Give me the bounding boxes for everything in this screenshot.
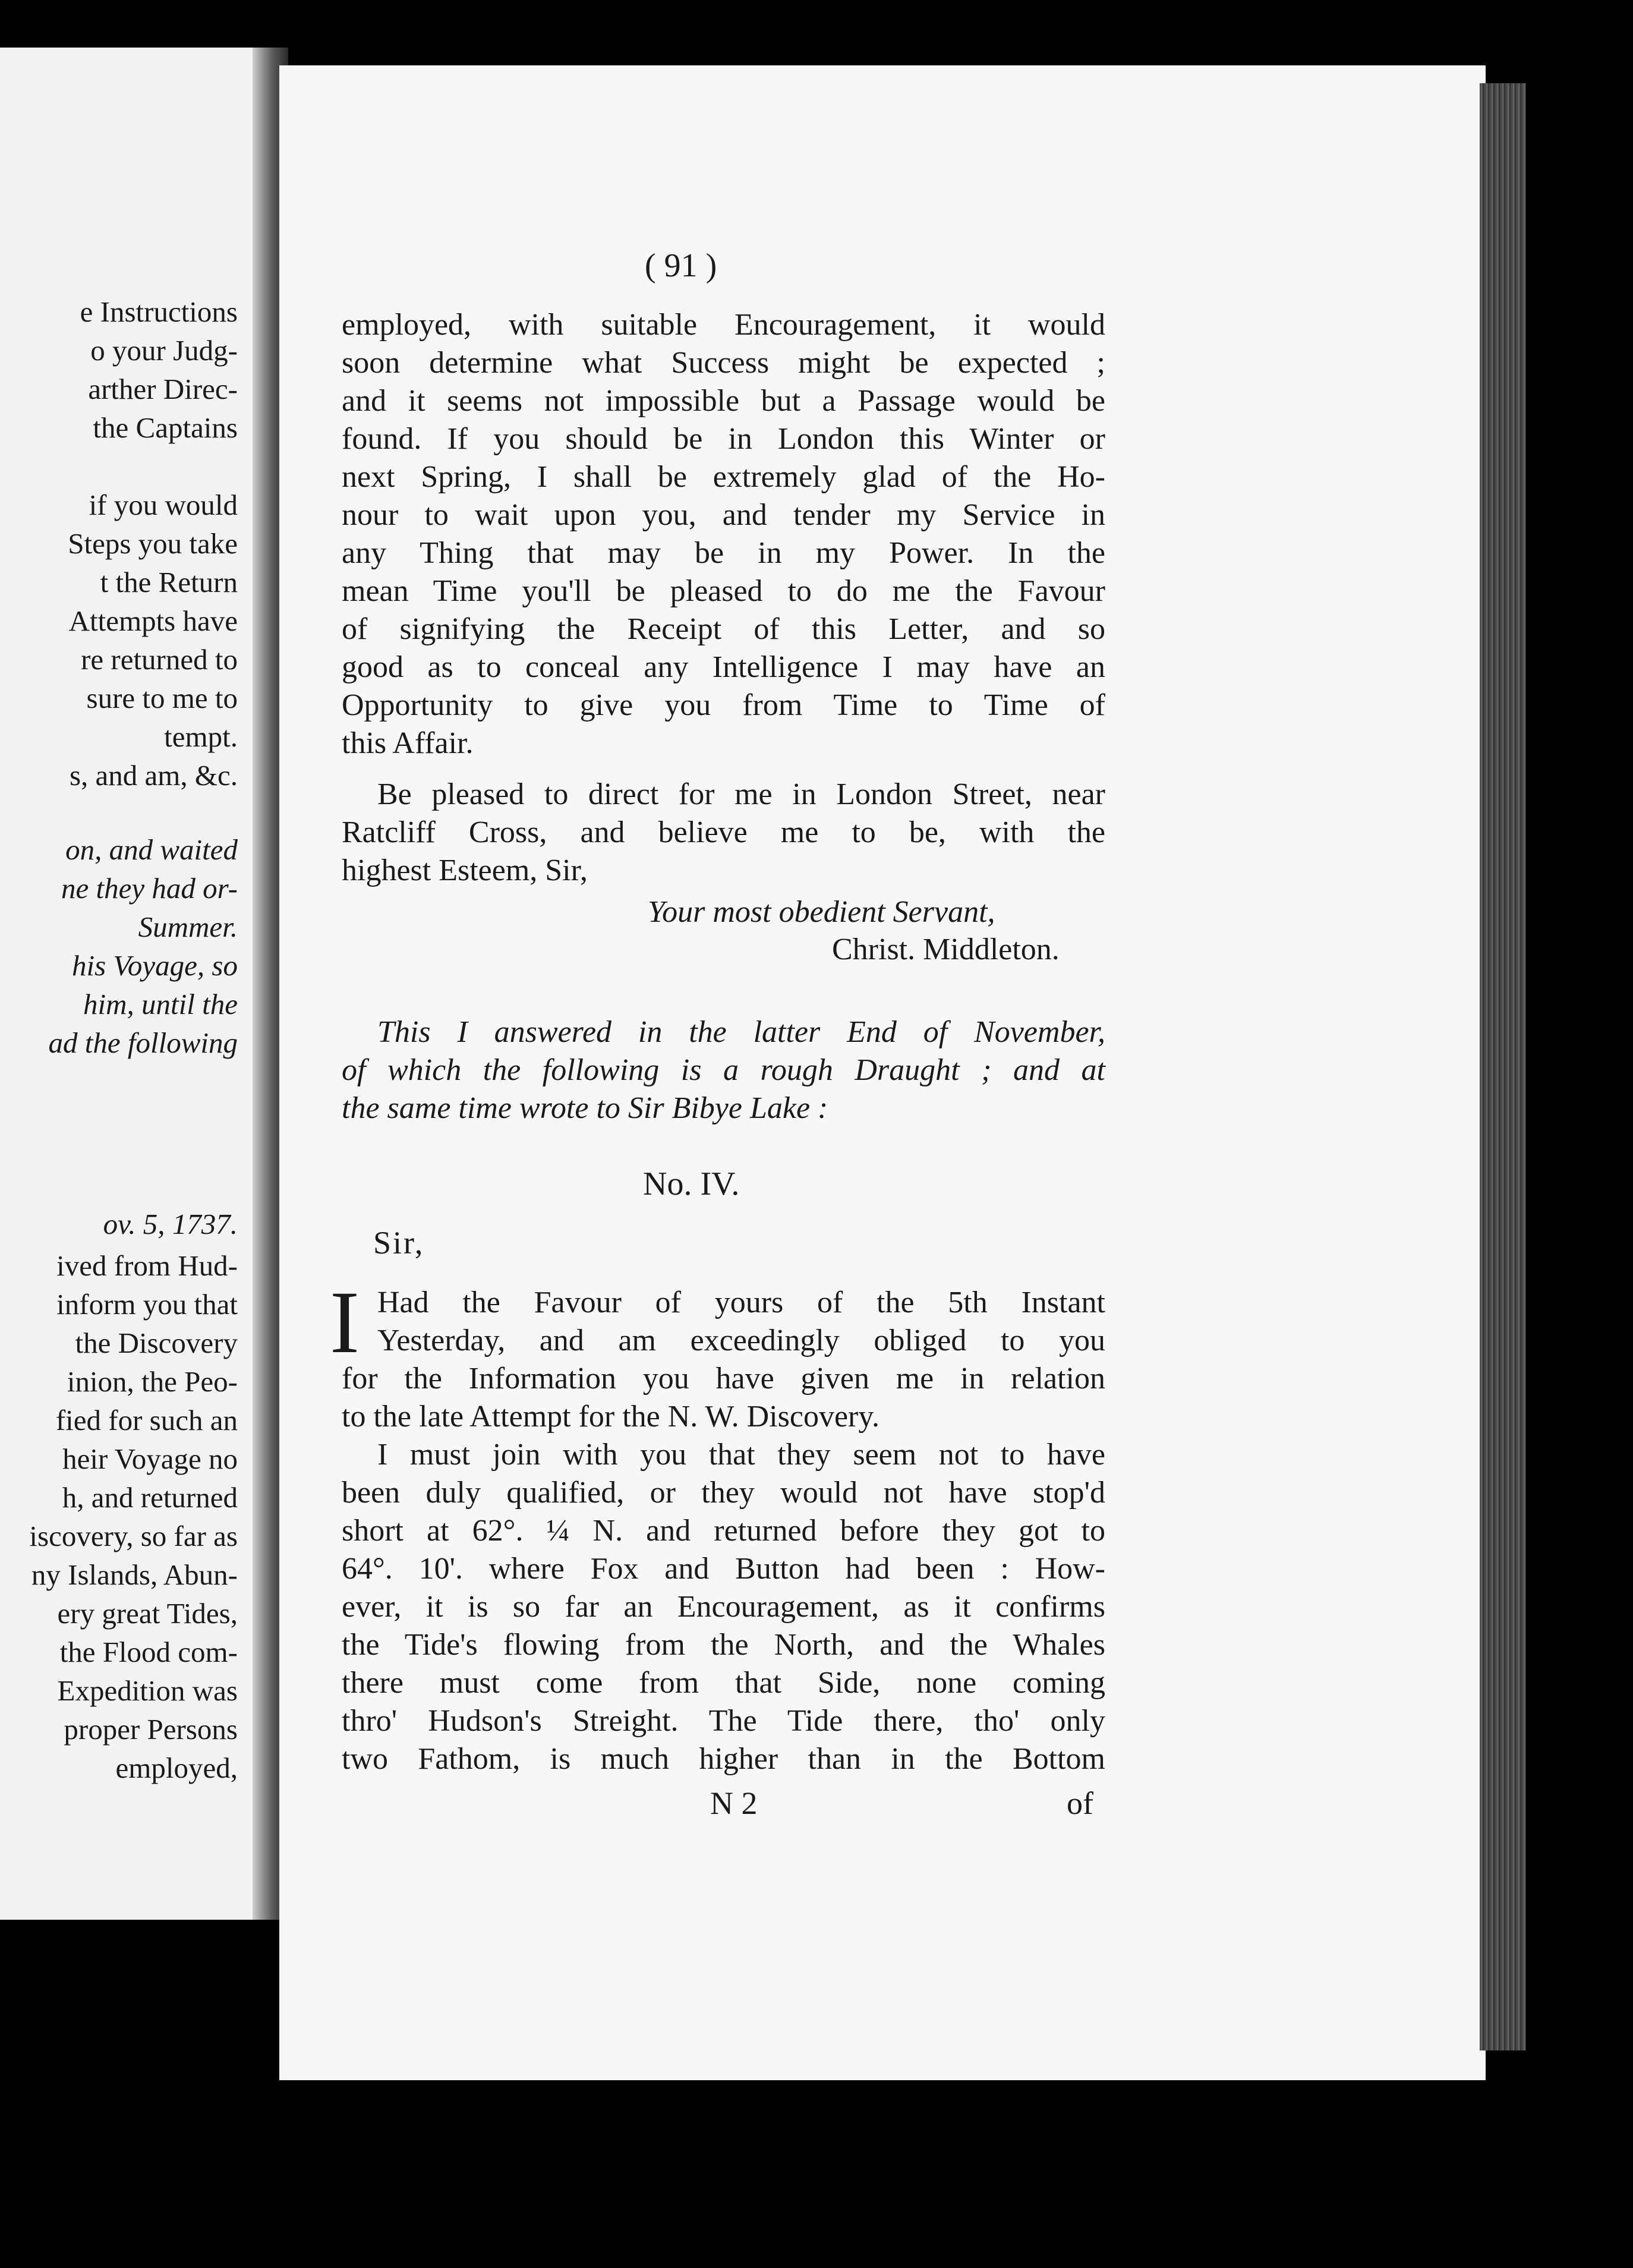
left-page-line: s, and am, &c. [69, 759, 238, 792]
letter-body-line: nour to wait upon you, and tender my Service in [342, 498, 1105, 532]
letter-body-line: good as to conceal any Intelligence I may have an [342, 650, 1105, 684]
left-page-line: Summer. [138, 911, 238, 943]
left-page-line: sure to me to [86, 682, 238, 714]
reply-body-line: thro' Hudson's Streight. The Tide there, tho' only [342, 1704, 1105, 1738]
letter-direction-line: highest Esteem, Sir, [342, 853, 588, 887]
letter-closing: Your most obedient Servant, [648, 895, 995, 929]
editorial-note-line: the same time wrote to Sir Bibye Lake : [342, 1091, 828, 1125]
left-page-line: if you would [89, 489, 238, 521]
left-page-line: re returned to [81, 643, 238, 676]
left-page-line: arther Direc- [88, 373, 238, 405]
editorial-note-line: This I answered in the latter End of November, [377, 1015, 1105, 1049]
letter-body-line: Opportunity to give you from Time to Time of [342, 688, 1105, 722]
letter-body-line: employed, with suitable Encouragement, it would [342, 308, 1105, 342]
letter-number-heading: No. IV. [643, 1166, 740, 1202]
left-page-line: ad the following [48, 1026, 238, 1059]
left-page-line: the Captains [93, 411, 238, 444]
left-page-line: him, until the [83, 988, 238, 1020]
reply-body-line: I must join with you that they seem not to have [377, 1438, 1105, 1472]
letter-body-line: any Thing that may be in my Power. In the [342, 536, 1105, 570]
reply-body-line: short at 62°. ¼ N. and returned before they got to [342, 1514, 1105, 1548]
letter-signature: Christ. Middleton. [832, 933, 1060, 966]
left-page-line: tempt. [164, 720, 238, 753]
left-page-line: employed, [115, 1752, 238, 1784]
left-page-line: Steps you take [68, 527, 238, 560]
left-page-line: t the Return [100, 566, 238, 598]
reply-body-line: for the Information you have given me in relation [342, 1362, 1105, 1396]
left-page-line: his Voyage, so [72, 949, 238, 982]
letter-body-line: soon determine what Success might be expected ; [342, 346, 1105, 380]
left-page-line: o your Judg- [90, 334, 238, 367]
left-page-line: on, and waited [65, 833, 238, 866]
left-page-line: ne they had or- [61, 872, 238, 905]
left-page-line: ny Islands, Abun- [31, 1558, 238, 1591]
drop-capital: I [330, 1273, 360, 1372]
letter-body-line: found. If you should be in London this Winter or [342, 422, 1105, 456]
letter-body-line: of signifying the Receipt of this Letter, and so [342, 612, 1105, 646]
left-page-line: inion, the Peo- [67, 1365, 238, 1398]
reply-body-line: 64°. 10'. where Fox and Button had been : How- [342, 1552, 1105, 1586]
page-number: ( 91 ) [645, 247, 717, 284]
letter-body-line: this Affair. [342, 726, 474, 760]
page-edge [1480, 83, 1526, 2050]
reply-body-line: two Fathom, is much higher than in the Bottom [342, 1742, 1105, 1776]
left-page-line: Expedition was [57, 1674, 238, 1707]
editorial-note-line: of which the following is a rough Draught ; and at [342, 1053, 1105, 1087]
left-page-line: ery great Tides, [57, 1597, 238, 1630]
left-page-line: heir Voyage no [62, 1442, 238, 1475]
letter-direction-line: Be pleased to direct for me in London Street, near [377, 777, 1105, 811]
left-page-line: e Instructions [80, 295, 238, 328]
reply-body-line: to the late Attempt for the N. W. Discovery. [342, 1400, 879, 1434]
left-page-line: the Discovery [75, 1327, 238, 1359]
reply-body-line: the Tide's flowing from the North, and the Whales [342, 1628, 1105, 1662]
left-page-line: iscovery, so far as [29, 1520, 238, 1552]
left-page-line: proper Persons [64, 1713, 238, 1746]
left-page-line: fied for such an [55, 1404, 238, 1437]
letter-direction-line: Ratcliff Cross, and believe me to be, with the [342, 815, 1105, 849]
left-page-line: the Flood com- [59, 1636, 238, 1668]
left-page-line: inform you that [56, 1288, 238, 1321]
letter-salutation: Sir, [373, 1225, 425, 1261]
left-page-line: h, and returned [62, 1481, 238, 1514]
letter-body-line: and it seems not impossible but a Passage would be [342, 384, 1105, 418]
letter-body-line: next Spring, I shall be extremely glad of the Ho- [342, 460, 1105, 494]
left-page-line: Attempts have [68, 604, 238, 637]
letter-body-line: mean Time you'll be pleased to do me the Favour [342, 574, 1105, 608]
reply-body-line: been duly qualified, or they would not have stop'd [342, 1476, 1105, 1510]
catchword: of [1067, 1785, 1093, 1821]
signature-mark: N 2 [710, 1785, 758, 1821]
reply-body-line: ever, it is so far an Encouragement, as it confirms [342, 1590, 1105, 1624]
left-page-line: ived from Hud- [56, 1249, 238, 1282]
reply-body-line: there must come from that Side, none coming [342, 1666, 1105, 1700]
left-page-line: ov. 5, 1737. [103, 1208, 238, 1240]
reply-body-line: Had the Favour of yours of the 5th Instant [377, 1286, 1105, 1319]
reply-body-line: Yesterday, and am exceedingly obliged to you [377, 1324, 1105, 1357]
